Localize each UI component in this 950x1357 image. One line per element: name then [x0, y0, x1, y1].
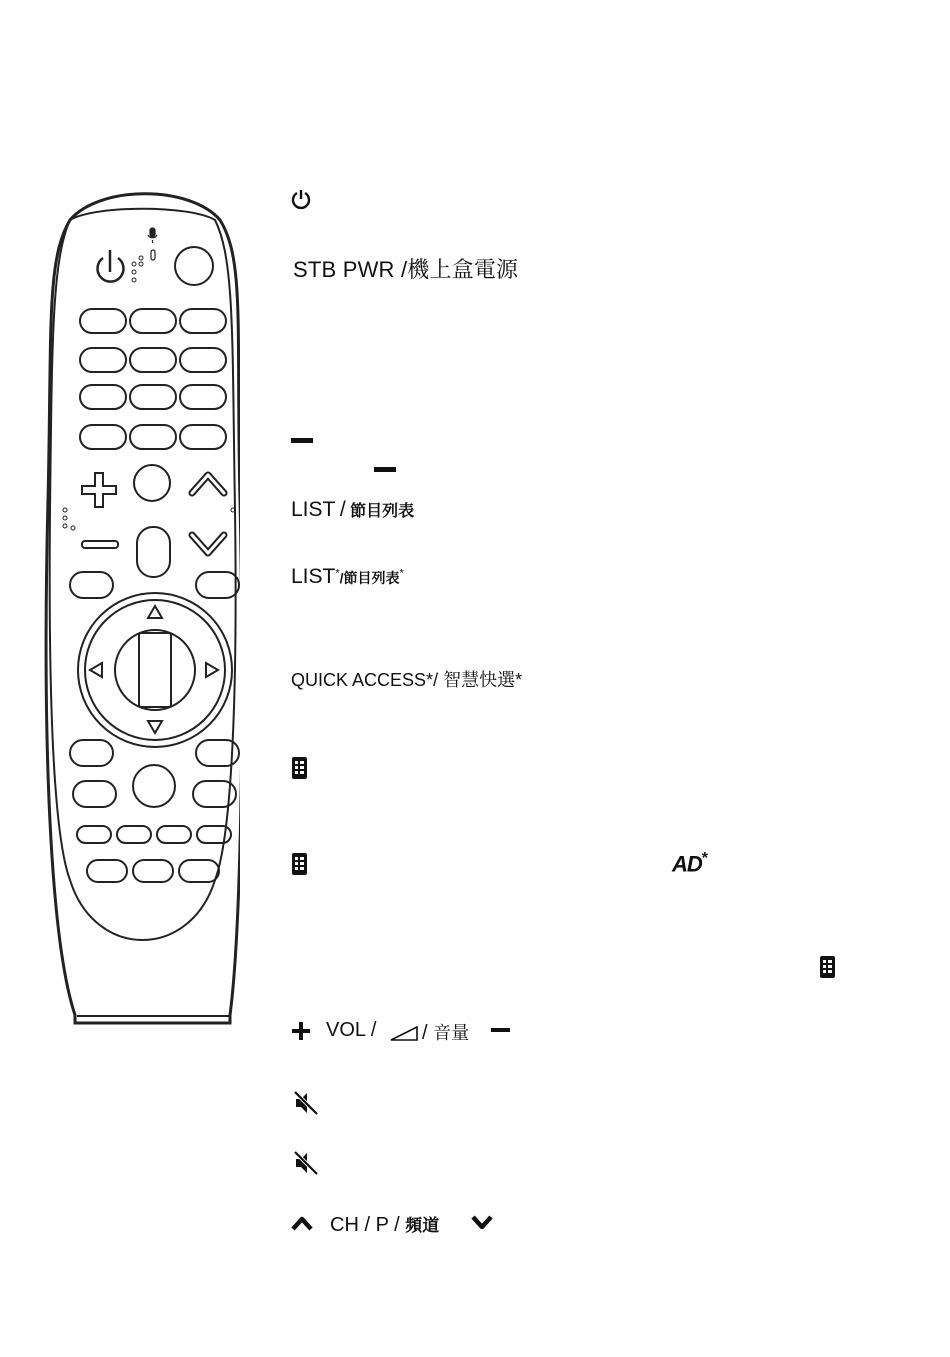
vol-label — [326, 1019, 376, 1042]
mute-icon — [293, 1090, 319, 1116]
quick-access-text: QUICK ACCESS — [291, 670, 427, 690]
slash: / — [339, 498, 346, 521]
slash: / — [370, 1019, 377, 1041]
list-label — [291, 498, 414, 522]
slash: / — [422, 1022, 428, 1044]
volume-icon — [390, 1026, 418, 1041]
menu-remote-icon — [292, 757, 307, 779]
p-text: P — [375, 1214, 389, 1236]
minus-icon — [374, 467, 396, 472]
power-icon — [290, 188, 312, 210]
list-label-asterisk — [291, 565, 404, 589]
audio-description-label — [672, 850, 707, 877]
vol-text: VOL — [326, 1019, 366, 1041]
menu-remote-icon — [820, 956, 835, 978]
stb-pwr-label — [293, 253, 518, 284]
up-chevron-icon — [291, 1215, 313, 1231]
remote-number-buttons — [80, 309, 226, 449]
slash: / — [364, 1214, 371, 1236]
ch-text: CH — [330, 1214, 359, 1236]
remote-indicator-dots — [132, 256, 143, 282]
ch-text-zh: 頻道 — [405, 1216, 440, 1235]
plus-icon — [292, 1022, 310, 1040]
remote-center-round-button — [134, 465, 170, 501]
asterisk: * — [335, 567, 340, 580]
remote-control-illustration — [40, 180, 240, 1030]
ad-text: AD — [672, 851, 702, 877]
list-text: LIST — [291, 498, 336, 521]
stb-pwr-text: STB PWR — [293, 257, 395, 282]
list-text: LIST — [291, 565, 336, 588]
asterisk: * — [515, 670, 523, 690]
vol-label-zh — [422, 1019, 469, 1045]
slash: / — [400, 257, 408, 282]
remote-plus-key — [82, 473, 116, 507]
stb-pwr-text-zh: 機上盒電源 — [407, 257, 519, 282]
minus-icon — [491, 1028, 510, 1032]
remote-lower-buttons — [70, 740, 239, 882]
asterisk: * — [701, 850, 708, 867]
remote-scroll-button — [137, 527, 170, 577]
quick-access-text-zh: 智慧快選 — [443, 670, 516, 690]
slash: / — [394, 1214, 400, 1236]
remote-voice-button — [175, 247, 213, 285]
down-chevron-icon — [471, 1215, 493, 1231]
vol-text-zh: 音量 — [433, 1023, 470, 1043]
remote-up-key — [192, 475, 224, 493]
asterisk: * — [426, 670, 434, 690]
quick-access-label — [291, 666, 522, 692]
remote-body-outline — [46, 194, 240, 1023]
remote-power-button — [98, 250, 124, 282]
slash: / — [433, 670, 439, 690]
slash: / — [339, 570, 344, 586]
asterisk: * — [399, 567, 404, 580]
list-text-zh: 節目列表 — [350, 503, 415, 520]
mute-icon — [293, 1150, 319, 1176]
remote-mic-icon — [148, 228, 157, 260]
menu-remote-icon — [292, 853, 307, 875]
remote-navigation-ring — [78, 593, 232, 747]
remote-down-key — [192, 535, 224, 553]
ch-label — [330, 1211, 439, 1237]
minus-icon — [291, 438, 313, 443]
remote-minus-key — [82, 541, 118, 548]
list-text-zh: 節目列表 — [343, 570, 400, 586]
